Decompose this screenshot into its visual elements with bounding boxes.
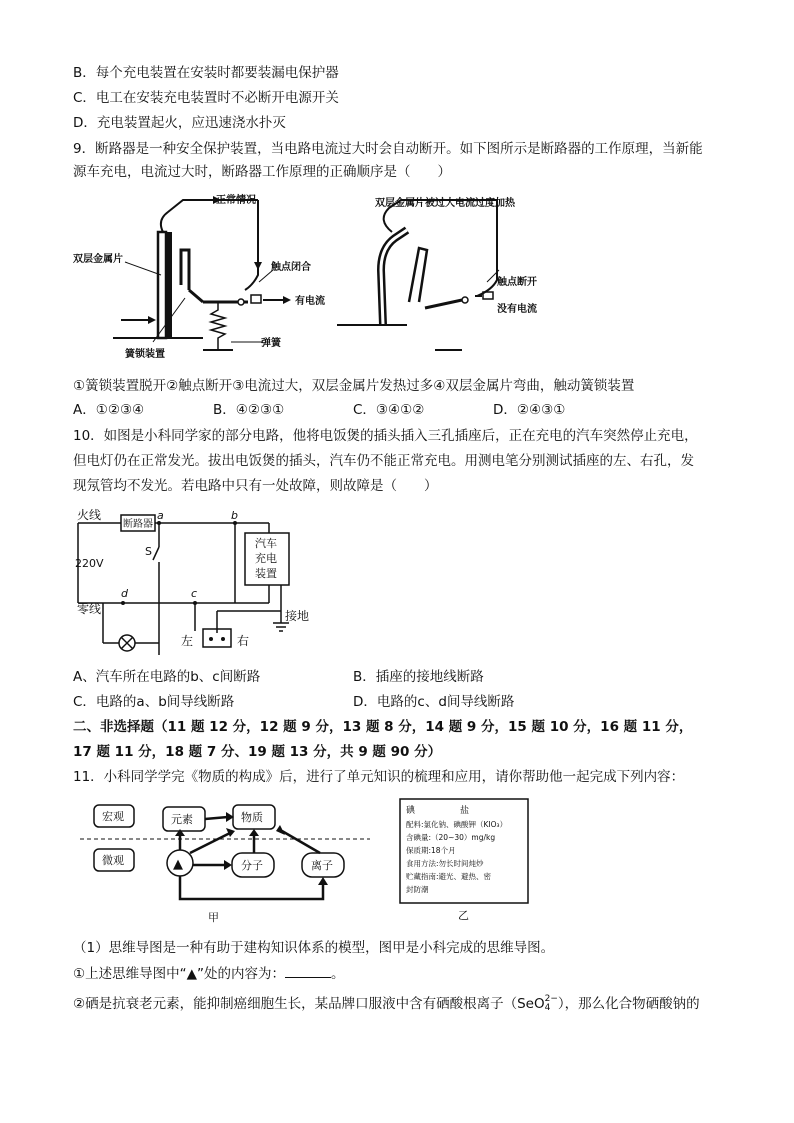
label-charger-1: 汽车 [255,537,277,550]
q8-option-c: C．电工在安装充电装置时不必断开电源开关 [73,90,339,106]
label-a: a [157,509,164,522]
q11-sub2-text: ②硒是抗衰老元素，能抑制癌细胞生长，某品牌口服液中含有硒酸根离子（ [73,996,518,1012]
q11-sub1 [73,963,344,984]
q9-figure-overheated [337,190,567,365]
q11-salt-label-figure [398,797,533,922]
q10-option-b[interactable]: B．插座的接地线断路 [353,669,484,685]
label-breaker: 断路器 [123,519,153,530]
caption-jia: 甲 [208,911,219,924]
ion-charge: 2− [544,994,558,1004]
q9-figure-normal [73,190,333,365]
label-triangle: ▲ [173,857,183,872]
label-spring: 弹簧 [261,338,281,349]
q8-option-d: D．充电装置起火，应迅速浇水扑灭 [73,115,286,131]
salt-storage-2: 封防潮 [406,885,429,894]
label-element: 元素 [171,813,193,826]
label-switch: S [145,545,152,558]
label-left: 左 [181,634,194,648]
label-substance: 物质 [241,811,263,824]
salt-ingredients: 配料:氯化钠、碘酸钾（KIO₃） [406,820,508,829]
section2-heading-line2: 17 题 11 分，18 题 7 分、19 题 13 分，共 9 题 90 分） [73,744,442,760]
label-micro: 微观 [102,854,124,867]
q9-stem-line1: 9．断路器是一种安全保护装置，当电路电流过大时会自动断开。如下图所示是断路器的工作原理，当新能 [73,141,703,157]
q10-circuit-figure [73,505,333,660]
answer-blank[interactable] [285,963,331,978]
ion-base: SeO [517,996,545,1012]
caption-yi: 乙 [458,909,469,922]
label-neutral: 零线 [77,602,102,616]
salt-title-1: 碘 [406,806,416,816]
q8-option-b: B．每个充电装置在安装时都要装漏电保护器 [73,65,339,81]
q10-stem-line1: 10．如图是小科同学家的部分电路，他将电饭煲的插头插入三孔插座后，正在充电的汽车突然停止充电， [73,428,698,444]
q10-option-d[interactable]: D．电路的c、d间导线断路 [353,694,515,710]
salt-shelf: 保质期:18个月 [406,846,456,855]
q10-stem-line2: 但电灯仍在正常发光。拔出电饭煲的插头，汽车仍不能正常充电。用测电笔分别测试插座的左、右孔，发 [73,453,694,469]
salt-storage-1: 贮藏指南:避光、避热、密 [406,872,492,881]
label-ion: 离子 [311,859,333,872]
label-latch: 簧锁装置 [125,349,165,360]
salt-usage: 食用方法:勿长时间炖炒 [406,859,484,868]
selenate-ion-formula [517,996,558,1012]
q11-part1: （1）思维导图是一种有助于建构知识体系的模型，图甲是小科完成的思维导图。 [73,940,555,956]
label-b: b [231,509,238,522]
salt-title-2: 盐 [460,806,470,816]
label-bimetal: 双层金属片 [73,254,123,265]
section2-heading-line1: 二、非选择题（11 题 12 分，12 题 9 分，13 题 8 分，14 题 9 分，15 题 10 分，16 题 11 分， [73,719,693,735]
label-molecule: 分子 [241,859,263,872]
ion-subscript: 4 [544,1003,551,1013]
q10-stem-line3: 现氖管均不发光。若电路中只有一处故障，则故障是（ ） [73,478,438,494]
label-c: c [191,587,198,600]
q9-option-b[interactable]: B．④②③① [213,402,285,418]
label-contact-closed: 触点闭合 [271,262,311,273]
label-contact-open: 触点断开 [497,277,537,288]
label-macro: 宏观 [102,810,124,823]
q11-mindmap-figure [80,795,370,925]
label-heated: 双层金属片被过大电流过度加热 [375,198,515,209]
q11-stem: 11．小科同学学完《物质的构成》后，进行了单元知识的梳理和应用，请你帮助他一起完成下列内容： [73,769,685,785]
q10-option-a[interactable]: A、汽车所在电路的b、c间断路 [73,669,261,685]
label-live: 火线 [77,508,102,522]
label-d: d [121,587,128,600]
label-charger-2: 充电 [255,552,277,565]
q9-steps: ①簧锁装置脱开②触点断开③电流过大，双层金属片发热过多④双层金属片弯曲，触动簧锁装置 [73,378,635,394]
q11-sub2-end: ），那么化合物硒酸钠的 [557,996,700,1012]
q9-option-c[interactable]: C．③④①② [353,402,425,418]
label-normal: 正常情况 [216,195,256,206]
q9-option-a[interactable]: A．①②③④ [73,402,145,418]
q11-sub1-text: ①上述思维导图中“▲”处的内容为： [73,966,285,982]
q11-sub2 [73,994,700,1014]
label-voltage: 220V [75,557,104,570]
label-right: 右 [237,634,250,648]
q9-option-d[interactable]: D．②④③① [493,402,566,418]
salt-iodine: 含碘量:（20~30）mg/kg [406,833,496,842]
label-has-current: 有电流 [295,296,325,307]
label-ground: 接地 [285,609,310,623]
label-no-current: 没有电流 [497,304,537,315]
q10-option-c[interactable]: C．电路的a、b间导线断路 [73,694,235,710]
q11-sub1-end: 。 [330,966,345,982]
label-charger-3: 装置 [255,567,277,580]
q9-stem-line2: 源车充电，电流过大时，断路器工作原理的正确顺序是（ ） [73,164,451,180]
